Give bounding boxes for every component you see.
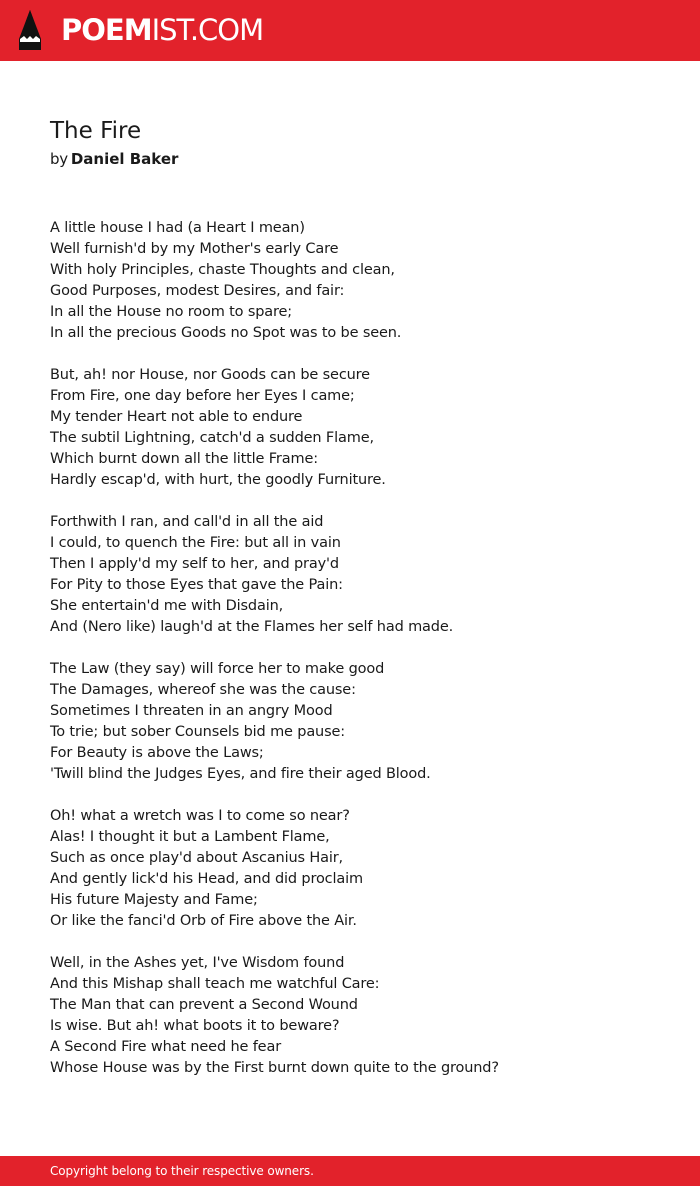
site-logo-link[interactable] [18,8,263,52]
poem-line: Alas! I thought it but a Lambent Flame, [50,829,330,845]
stanza [50,365,670,491]
poem-line: 'Twill blind the Judges Eyes, and fire their aged Blood. [50,766,431,782]
poem-line: A Second Fire what need he fear [50,1039,282,1055]
stanza [50,659,670,785]
poem-line: The Law (they say) will force her to make good [50,661,385,677]
poem-line: Then I apply'd my self to her, and pray'd [50,556,339,572]
poem-line: For Pity to those Eyes that gave the Pain: [50,577,343,593]
poem-line: Or like the fanci'd Orb of Fire above the Air. [50,913,357,929]
poem-line: But, ah! nor House, nor Goods can be secure [50,367,370,383]
poem-line: Hardly escap'd, with hurt, the goodly Furniture. [50,472,386,488]
poem-line: The Man that can prevent a Second Wound [50,997,358,1013]
poem-line: Well, in the Ashes yet, I've Wisdom found [50,955,345,971]
stanza [50,512,670,638]
poem-byline [50,148,670,170]
poem-line: The Damages, whereof she was the cause: [50,682,356,698]
byline-label: by [50,150,68,168]
poem-line: With holy Principles, chaste Thoughts and clean, [50,262,395,278]
poem-line: Oh! what a wretch was I to come so near? [50,808,350,824]
poem-line: Good Purposes, modest Desires, and fair: [50,283,345,299]
poem-line: Well furnish'd by my Mother's early Care [50,241,339,257]
site-logo-text [61,8,263,52]
poem-line: Sometimes I threaten in an angry Mood [50,703,333,719]
poem-line: His future Majesty and Fame; [50,892,258,908]
poem-line: A little house I had (a Heart I mean) [50,220,305,236]
site-header [0,0,700,61]
poem-heading [50,115,670,170]
poem-line: I could, to quench the Fire: but all in vain [50,535,341,551]
stanza [50,806,670,932]
poem-line: Is wise. But ah! what boots it to beware? [50,1018,340,1034]
stanza [50,218,670,344]
poem-line: To trie; but sober Counsels bid me pause: [50,724,346,740]
poem-title: The Fire [50,118,142,144]
poem-body [50,218,670,1100]
stanza [50,953,670,1079]
poem-line: For Beauty is above the Laws; [50,745,264,761]
poem-line: Such as once play'd about Ascanius Hair, [50,850,344,866]
site-footer [0,1156,700,1186]
poem-line: Whose House was by the First burnt down quite to the ground? [50,1060,499,1076]
poem-line: Which burnt down all the little Frame: [50,451,318,467]
logo-text-bold: POEM [61,13,152,47]
poem-line: In all the House no room to spare; [50,304,293,320]
poem-line: And gently lick'd his Head, and did proclaim [50,871,363,887]
poem-line: The subtil Lightning, catch'd a sudden Flame, [50,430,374,446]
poem-line: She entertain'd me with Disdain, [50,598,284,614]
poem-line: From Fire, one day before her Eyes I came; [50,388,355,404]
poem-line: In all the precious Goods no Spot was to be seen. [50,325,402,341]
copyright-text: Copyright belong to their respective owners. [50,1164,314,1178]
poem-line: And this Mishap shall teach me watchful Care: [50,976,380,992]
poem-author: Daniel Baker [70,150,179,168]
poem-line: And (Nero like) laugh'd at the Flames her self had made. [50,619,454,635]
poem-line: Forthwith I ran, and call'd in all the aid [50,514,324,530]
poem-line: My tender Heart not able to endure [50,409,303,425]
pencil-tip-icon [18,9,42,51]
logo-text-light: IST.COM [151,13,264,47]
